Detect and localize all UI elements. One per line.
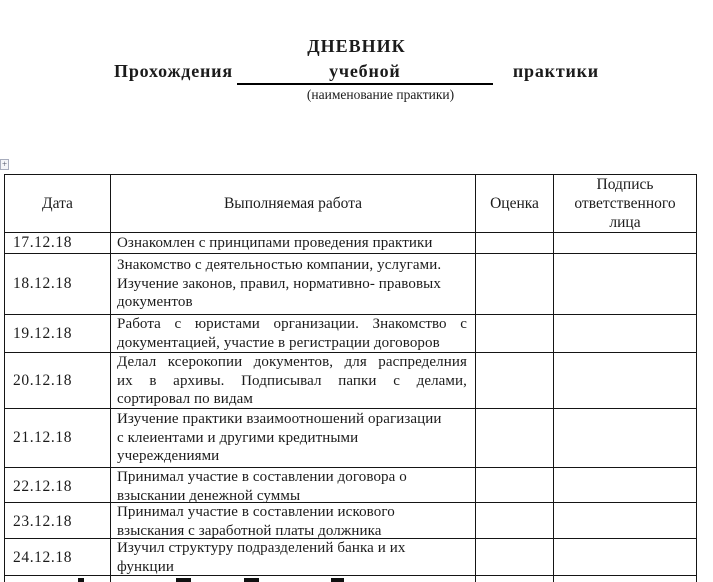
partial-signature-cell [554,576,696,582]
work-line: документацией, участие в регистрации договоров [117,334,440,351]
clipped-text-top [331,578,344,582]
date-cell[interactable]: 18.12.18 [5,254,111,314]
work-line: их в архивы. Подписывал папки с делами, [117,372,467,389]
signature-cell[interactable] [554,503,696,540]
work-cell[interactable] [111,233,476,253]
signature-cell[interactable] [554,539,696,576]
signature-cell[interactable] [554,353,696,409]
work-cell[interactable] [111,539,476,576]
signature-cell[interactable] [554,409,696,467]
work-line: документов [117,294,193,311]
work-line: Работа с юристами организации. Знакомство с [117,316,467,332]
table-row [5,468,696,503]
date-cell[interactable]: 20.12.18 [5,353,111,409]
table-row [5,539,696,576]
table-row [5,233,696,254]
table-partial-row [5,576,696,582]
signature-cell[interactable] [554,233,696,253]
work-cell[interactable] [111,409,476,467]
clipped-text-top [78,578,84,582]
table-row [5,353,696,409]
date-cell[interactable]: 17.12.18 [5,233,111,253]
grade-cell[interactable] [476,254,554,314]
signature-cell[interactable] [554,254,696,314]
table-row [5,254,696,315]
header-signature: Подпись ответственного лица [574,176,676,231]
subtitle-caption: (наименование практики) [306,87,455,102]
table-row [5,315,696,353]
grade-cell[interactable] [476,539,554,576]
work-cell[interactable] [111,468,476,505]
date-cell[interactable]: 23.12.18 [5,503,111,540]
grade-cell[interactable] [476,315,554,352]
header-work: Выполняемая работа [111,175,476,232]
practice-diary-table [4,174,697,582]
partial-grade-cell [476,576,554,582]
work-line: Принимал участие в составлении искового [117,504,395,520]
work-line: Делал ксерокопии документов, для распределния [117,354,467,370]
work-line: с клеиентами и другими кредитными [117,429,359,446]
date-cell[interactable]: 22.12.18 [5,468,111,505]
date-cell[interactable]: 19.12.18 [5,315,111,352]
grade-cell[interactable] [476,353,554,409]
work-line: сортировал по видам [117,391,254,407]
work-line: Принимал участие в составлении договора о [117,469,407,485]
header-grade: Оценка [476,175,554,232]
clipped-text-top [176,578,191,582]
work-line: Знакомство с деятельностью компании, услугами. [117,257,442,274]
subtitle-suffix: практики [512,61,599,81]
doc-title: ДНЕВНИК [307,36,406,56]
practice-type-blank [237,61,493,85]
work-cell[interactable] [111,353,476,409]
grade-cell[interactable] [476,468,554,505]
subtitle-prefix: Прохождения [114,61,233,81]
work-line: функции [117,558,174,575]
grade-cell[interactable] [476,503,554,540]
table-row [5,503,696,539]
signature-cell[interactable] [554,468,696,505]
doc-subtitle [0,61,713,85]
work-line: Изучил структуру подразделений банка и их [117,540,406,556]
header-date: Дата [5,175,111,232]
work-line: взыскания с заработной платы должника [117,522,382,539]
grade-cell[interactable] [476,233,554,253]
date-cell[interactable]: 21.12.18 [5,409,111,467]
work-line: учереждениями [117,448,220,465]
work-line: Ознакомлен с принципами проведения практики [117,234,433,251]
clipped-text-top [244,578,259,582]
work-line: Изучение практики взаимоотношений орагизации [117,411,442,428]
practice-type-value: учебной [329,61,401,81]
work-cell[interactable] [111,315,476,352]
work-line: взыскании денежной суммы [117,487,301,504]
table-header-row [5,175,696,233]
signature-cell[interactable] [554,315,696,352]
partial-date-cell [5,576,111,582]
date-cell[interactable]: 24.12.18 [5,539,111,576]
table-row [5,409,696,468]
partial-work-cell [111,576,476,582]
work-cell[interactable] [111,254,476,314]
table-move-handle-icon[interactable]: + [1,159,8,169]
work-line: Изучение законов, правил, нормативно- правовых [117,275,441,292]
work-cell[interactable] [111,503,476,540]
grade-cell[interactable] [476,409,554,467]
